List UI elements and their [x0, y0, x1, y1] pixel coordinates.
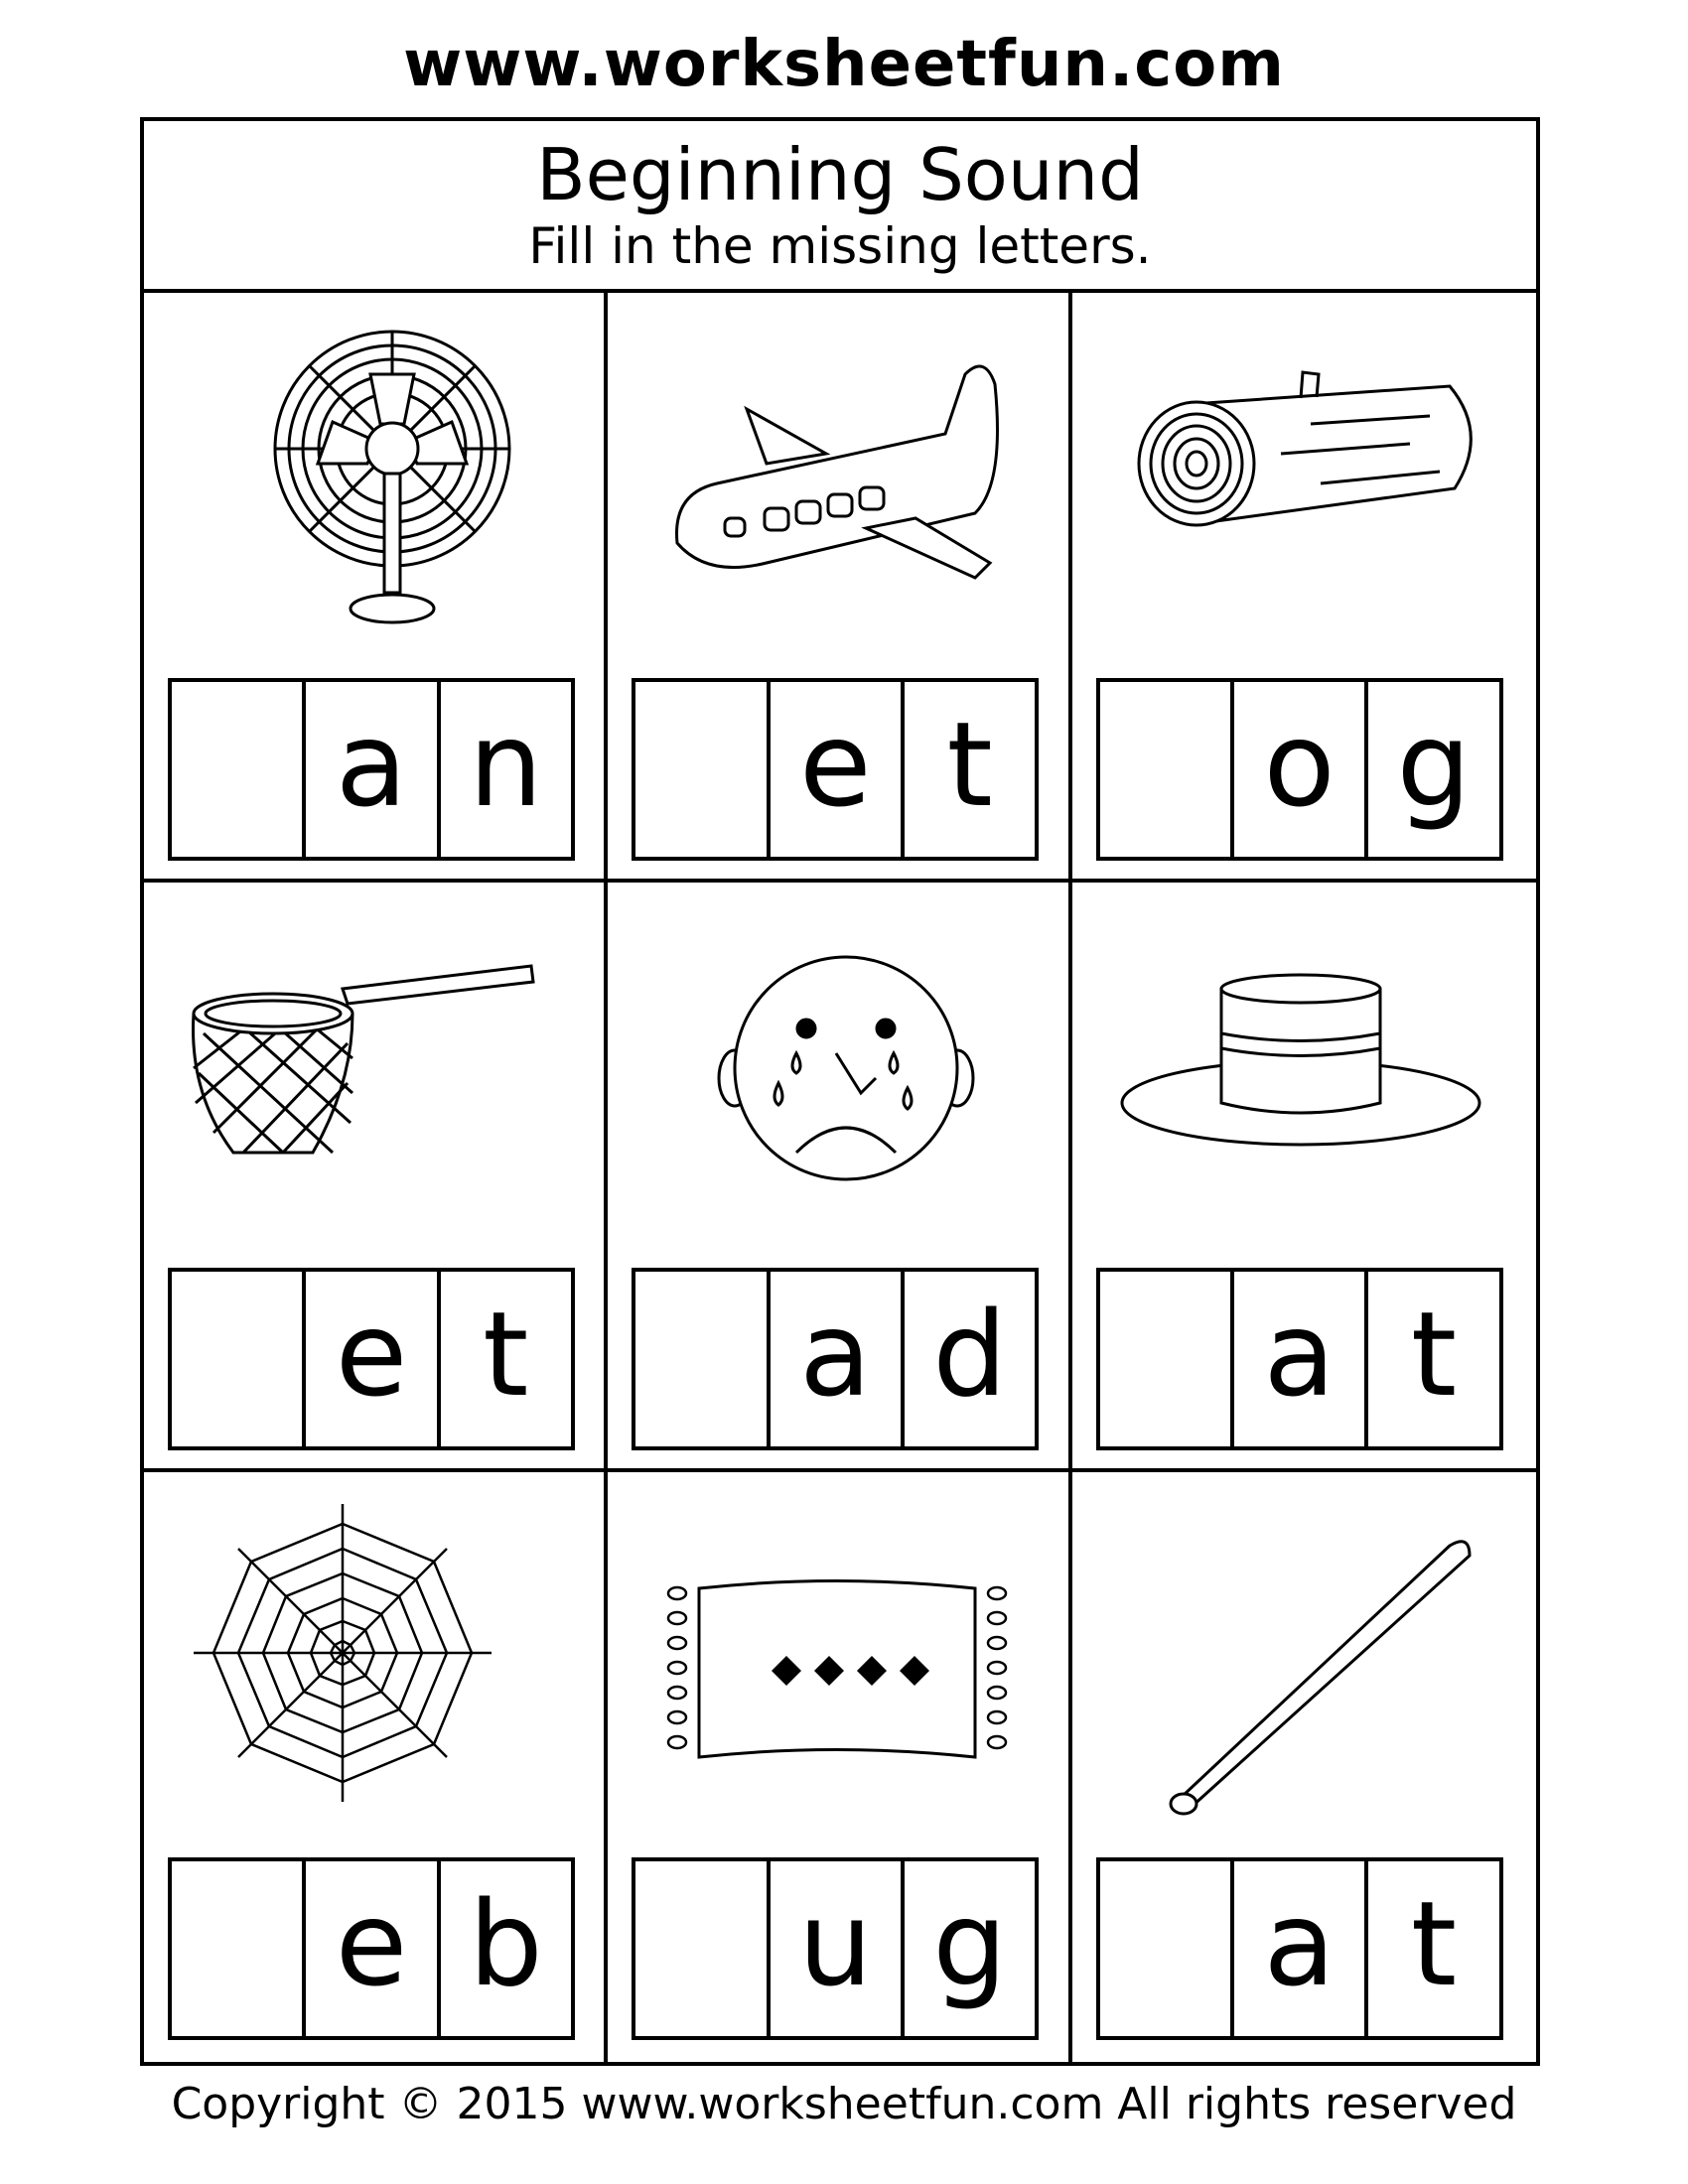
missing-letter-box[interactable] — [172, 1861, 306, 2036]
letter-box: a — [771, 1272, 905, 1446]
exercise-grid — [144, 293, 1536, 2062]
missing-letter-box[interactable] — [1100, 1861, 1234, 2036]
word-boxes — [168, 1857, 575, 2040]
word-boxes — [632, 1268, 1039, 1450]
missing-letter-box[interactable] — [1100, 682, 1234, 857]
worksheet-header — [144, 121, 1536, 293]
letter-box: a — [306, 682, 440, 857]
word-boxes — [632, 1857, 1039, 2040]
missing-letter-box[interactable] — [172, 682, 306, 857]
fan-icon — [184, 315, 571, 642]
exercise-item — [1072, 1472, 1536, 2062]
log-icon — [1112, 315, 1499, 642]
letter-box: b — [468, 1875, 543, 2012]
rug-icon — [647, 1494, 1035, 1822]
exercise-item — [144, 1472, 608, 2062]
spider-web-icon — [184, 1494, 571, 1822]
copyright-footer: Copyright © 2015 www.worksheetfun.com All rights reserved — [171, 2079, 1517, 2129]
letter-box: a — [1234, 1861, 1368, 2036]
letter-box: o — [1234, 682, 1368, 857]
exercise-item — [608, 293, 1071, 883]
missing-letter-box[interactable] — [635, 1272, 770, 1446]
missing-letter-box[interactable] — [1100, 1272, 1234, 1446]
exercise-item — [144, 883, 608, 1472]
instructions: Fill in the missing letters. — [528, 217, 1152, 275]
letter-box: d — [932, 1286, 1008, 1423]
bat-icon — [1112, 1494, 1499, 1822]
word-boxes — [632, 678, 1039, 861]
letter-box: t — [1410, 1875, 1458, 2012]
missing-letter-box[interactable] — [635, 1861, 770, 2036]
letter-box: g — [932, 1875, 1008, 2012]
net-icon — [184, 904, 571, 1232]
letter-box: g — [1396, 696, 1472, 833]
site-url: www.worksheetfun.com — [403, 28, 1285, 101]
letter-box: e — [306, 1272, 440, 1446]
missing-letter-box[interactable] — [635, 682, 770, 857]
exercise-item — [144, 293, 608, 883]
letter-box: t — [1410, 1286, 1458, 1423]
sad-face-icon — [647, 904, 1035, 1232]
letter-box: e — [771, 682, 905, 857]
letter-box: t — [483, 1286, 529, 1423]
word-boxes — [1096, 1857, 1503, 2040]
worksheet — [140, 117, 1540, 2066]
letter-box: e — [306, 1861, 440, 2036]
exercise-item — [1072, 293, 1536, 883]
missing-letter-box[interactable] — [172, 1272, 306, 1446]
exercise-item — [608, 883, 1071, 1472]
word-boxes — [168, 678, 575, 861]
letter-box: t — [946, 696, 993, 833]
word-boxes — [168, 1268, 575, 1450]
page-title: Beginning Sound — [536, 133, 1144, 216]
exercise-item — [608, 1472, 1071, 2062]
letter-box: a — [1234, 1272, 1368, 1446]
word-boxes — [1096, 1268, 1503, 1450]
exercise-item — [1072, 883, 1536, 1472]
hat-icon — [1112, 904, 1499, 1232]
letter-box: n — [468, 696, 543, 833]
word-boxes — [1096, 678, 1503, 861]
airplane-icon — [647, 315, 1035, 642]
letter-box: u — [771, 1861, 905, 2036]
